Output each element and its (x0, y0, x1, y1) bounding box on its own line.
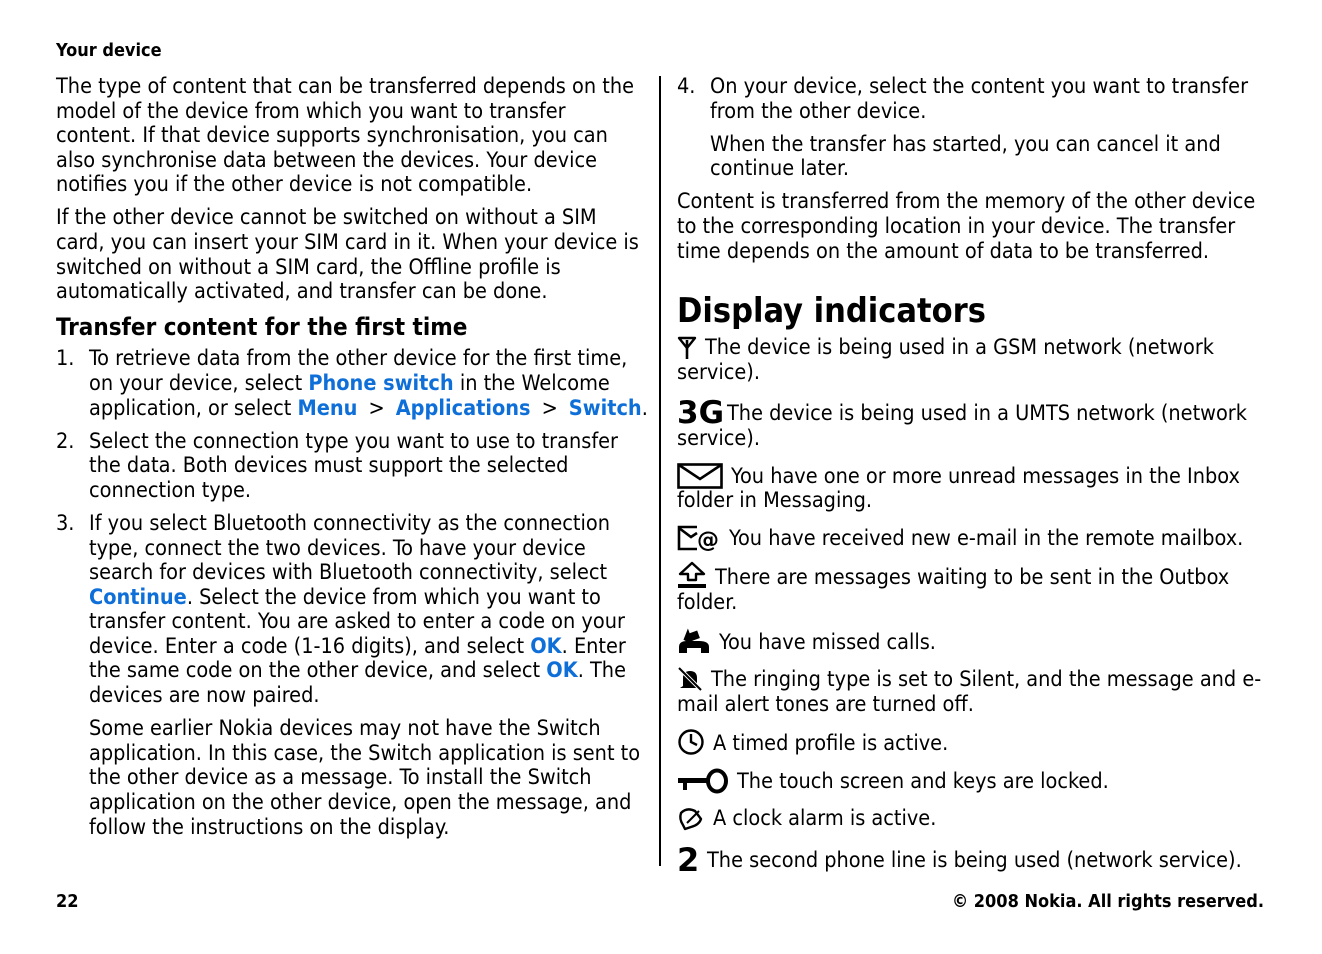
indicator-inbox (677, 463, 1277, 514)
line-two-icon (677, 841, 700, 880)
list-item-step-3 (56, 512, 648, 840)
list-item-step-2 (56, 430, 648, 504)
envelope-icon (677, 463, 723, 489)
indicator-text: The device is being used in a UMTS network (network service). (677, 401, 1247, 451)
indicator-text: You have missed calls. (719, 629, 936, 655)
page-number: 22 (56, 891, 79, 912)
indicator-silent (677, 666, 1277, 717)
ui-continue[interactable]: Continue (89, 584, 187, 610)
alarm-bell-icon (677, 805, 705, 831)
ui-ok[interactable]: OK (530, 633, 562, 659)
indicator-keylock (677, 768, 1277, 795)
path-separator: > (541, 395, 558, 421)
missed-call-icon (677, 627, 711, 655)
right-column (677, 75, 1277, 885)
copyright: © 2008 Nokia. All rights reserved. (951, 891, 1264, 912)
clock-icon (677, 728, 705, 756)
indicator-text: The touch screen and keys are locked. (737, 768, 1109, 794)
3g-icon (677, 395, 725, 432)
step-number: 4. (677, 74, 696, 99)
section-heading-transfer: Transfer content for the first time (56, 313, 468, 342)
step-note: Some earlier Nokia devices may not have the Switch application. In this case, the Switch application is sent to the other device as a message. To install the Switch application on the other device, open the message, and follow the instructions on the display. (89, 716, 641, 840)
indicator-line-two (677, 841, 1277, 880)
key-lock-icon (677, 768, 729, 794)
indicator-text: The device is being used in a GSM network (network service). (677, 335, 1214, 385)
step-text: On your device, select the content you want to transfer from the other device. (710, 74, 1249, 124)
ui-menu[interactable]: Menu (297, 395, 358, 421)
ui-switch[interactable]: Switch (568, 395, 642, 421)
ui-applications[interactable]: Applications (395, 395, 531, 421)
gsm-antenna-icon (677, 336, 697, 360)
indicator-text: There are messages waiting to be sent in the Outbox folder. (677, 565, 1230, 615)
svg-text:2: 2 (677, 841, 700, 880)
step-number: 2. (56, 428, 75, 454)
column-divider (659, 76, 661, 866)
step-text: Select the connection type you want to use to transfer the data. Both devices must support the selected connection type. (89, 428, 618, 503)
indicator-email (677, 525, 1277, 552)
sim-paragraph: If the other device cannot be switched on without a SIM card, you can insert your SIM card in it. When your device is switched on without a SIM card, the Offline profile is automatically activated, and transfer can be done. (56, 205, 639, 305)
indicator-text: The ringing type is set to Silent, and the message and e-mail alert tones are turned off. (677, 667, 1262, 717)
indicator-text: A clock alarm is active. (713, 806, 937, 832)
list-item-step-1 (56, 347, 648, 421)
outbox-icon (677, 562, 707, 590)
email-at-icon (677, 525, 721, 551)
indicator-text: You have received new e-mail in the remote mailbox. (729, 525, 1244, 551)
intro-paragraph: The type of content that can be transferred depends on the model of the device from which you want to transfer content. If that device supports synchronisation, you can also synchronise data between the devices. Your device notifies you if the other device is not compatible. (56, 74, 634, 198)
indicator-text: A timed profile is active. (713, 731, 949, 757)
left-column (56, 75, 648, 849)
step-number: 1. (56, 346, 75, 372)
indicator-outbox (677, 562, 1277, 615)
step-text: To retrieve data from the other device for the first time, on your device, select Phone switch in the Welcome application, or select Menu > Applications > Switch. (89, 346, 648, 421)
svg-text:@: @ (697, 527, 719, 553)
section-heading-indicators: Display indicators (677, 291, 986, 332)
svg-text:3G: 3G (677, 395, 725, 432)
step-number: 3. (56, 510, 75, 536)
indicator-missed-calls (677, 627, 1277, 656)
silent-bell-icon (677, 666, 703, 692)
ui-ok[interactable]: OK (546, 658, 578, 684)
step-text: If you select Bluetooth connectivity as the connection type, connect the two devices. To have your device search for devices with Bluetooth connectivity, select Continue. Select the device from which you want to transfer content. You are asked to enter a code on your device. Enter a code (1-16 digits), and select OK. Enter the same code on the other device, and select OK. The devices are now paired. (89, 510, 626, 709)
path-separator: > (368, 395, 385, 421)
running-header: Your device (56, 40, 162, 61)
indicator-alarm (677, 805, 1277, 832)
indicator-timed-profile (677, 728, 1277, 757)
step-note: When the transfer has started, you can cancel it and continue later. (710, 131, 1221, 182)
list-item-step-4 (677, 75, 1277, 182)
transfer-paragraph: Content is transferred from the memory of the other device to the corresponding location in your device. The transfer time depends on the amount of data to be transferred. (677, 189, 1256, 264)
ui-phone-switch[interactable]: Phone switch (308, 370, 454, 396)
indicator-umts (677, 396, 1277, 451)
indicator-gsm (677, 336, 1277, 385)
indicator-text: You have one or more unread messages in the Inbox folder in Messaging. (677, 463, 1240, 514)
indicator-text: The second phone line is being used (network service). (707, 848, 1242, 874)
